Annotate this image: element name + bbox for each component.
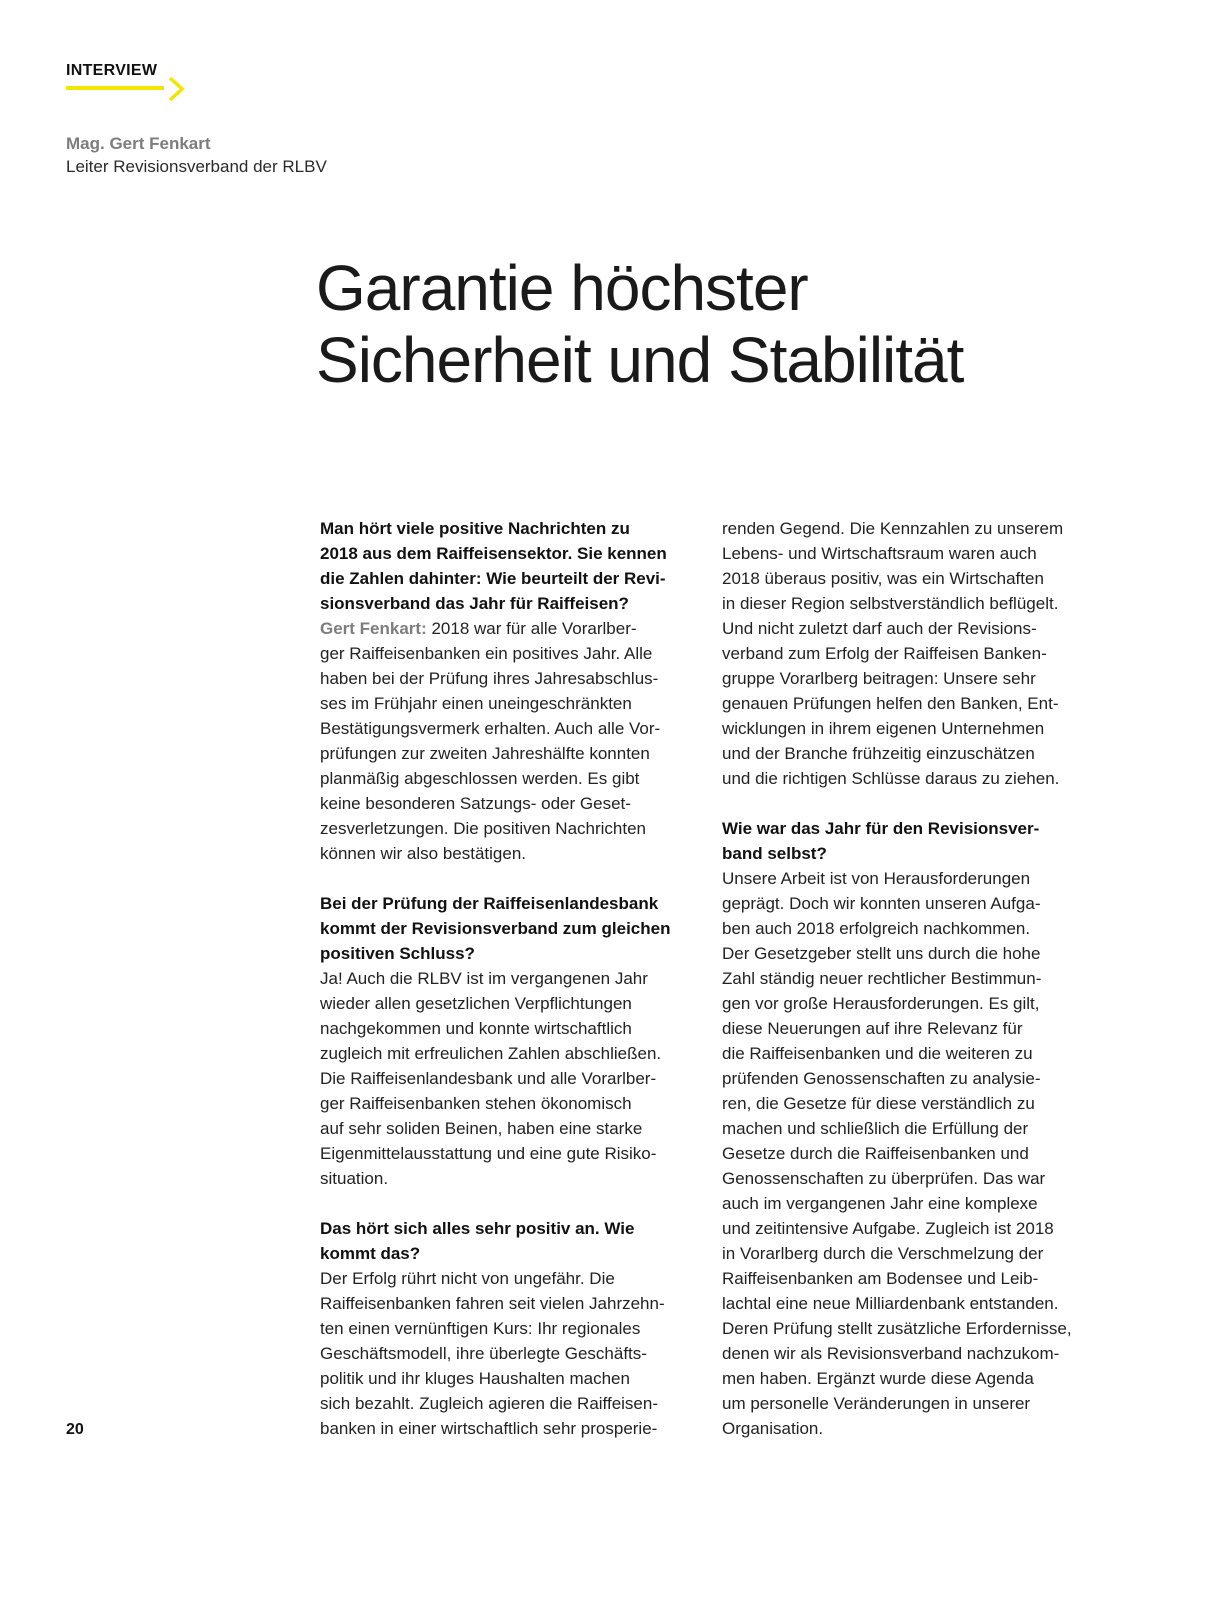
- text-line: wieder allen gesetzlichen Verpflichtungen: [320, 994, 632, 1013]
- text-line: Und nicht zuletzt darf auch der Revisions-: [722, 619, 1037, 638]
- text-line: Das hört sich alles sehr positiv an. Wie: [320, 1219, 635, 1238]
- text-line: zesverletzungen. Die positiven Nachrichten: [320, 819, 647, 838]
- section-underline: [66, 86, 164, 90]
- text-line: ger Raiffeisenbanken ein positives Jahr. Alle: [320, 644, 653, 663]
- text-line: [320, 616, 695, 641]
- speaker-name: Gert Fenkart:: [320, 619, 427, 638]
- question: [320, 1216, 695, 1266]
- text-line: auch im vergangenen Jahr eine komplexe: [722, 1194, 1038, 1213]
- answer: [320, 966, 695, 1191]
- page-number: 20: [66, 1421, 84, 1438]
- text-line: renden Gegend. Die Kennzahlen zu unserem: [722, 519, 1064, 538]
- right-column: [722, 516, 1097, 1441]
- question: [320, 891, 695, 966]
- text-line: nachgekommen und konnte wirtschaftlich: [320, 1019, 632, 1038]
- page-title: [316, 252, 1076, 396]
- text-line: gruppe Vorarlberg beitragen: Unsere sehr: [722, 669, 1036, 688]
- text-line: können wir also bestätigen.: [320, 844, 527, 863]
- text-line: wicklungen in ihrem eigenen Unternehmen: [722, 719, 1045, 738]
- text-line: gen vor große Herausforderungen. Es gilt,: [722, 994, 1040, 1013]
- text-line: prüfungen zur zweiten Jahreshälfte konnten: [320, 744, 650, 763]
- text-line: die Raiffeisenbanken und die weiteren zu: [722, 1044, 1033, 1063]
- left-column: [320, 516, 695, 1441]
- text-line: sionsverband das Jahr für Raiffeisen?: [320, 594, 629, 613]
- text-line: 2018 überaus positiv, was ein Wirtschaften: [722, 569, 1044, 588]
- text-line: und zeitintensive Aufgabe. Zugleich ist 2018: [722, 1219, 1054, 1238]
- text-line: planmäßig abgeschlossen werden. Es gibt: [320, 769, 640, 788]
- title-line: Sicherheit und Stabilität: [316, 324, 964, 396]
- text-line: Lebens- und Wirtschaftsraum waren auch: [722, 544, 1037, 563]
- text-line: in dieser Region selbstverständlich beflügelt.: [722, 594, 1059, 613]
- text-line: Eigenmittelausstattung und eine gute Risiko-: [320, 1144, 657, 1163]
- text-line: Geschäftsmodell, ihre überlegte Geschäfts-: [320, 1344, 647, 1363]
- text-line: verband zum Erfolg der Raiffeisen Banken-: [722, 644, 1047, 663]
- text-line: in Vorarlberg durch die Verschmelzung der: [722, 1244, 1044, 1263]
- text-line: positiven Schluss?: [320, 944, 475, 963]
- text-line: kommt das?: [320, 1244, 421, 1263]
- text-line: 2018 aus dem Raiffeisensektor. Sie kennen: [320, 544, 667, 563]
- text-line: zugleich mit erfreulichen Zahlen abschließen.: [320, 1044, 662, 1063]
- text-line: Bestätigungsvermerk erhalten. Auch alle Vor-: [320, 719, 661, 738]
- text-line: Deren Prüfung stellt zusätzliche Erfordernisse,: [722, 1319, 1072, 1338]
- person-name: Mag. Gert Fenkart: [66, 134, 211, 153]
- text-line: Raiffeisenbanken fahren seit vielen Jahrzehn-: [320, 1294, 665, 1313]
- text-line: ses im Frühjahr einen uneingeschränkten: [320, 694, 632, 713]
- text-line: Wie war das Jahr für den Revisionsver-: [722, 819, 1040, 838]
- arrow-right-icon: [160, 75, 192, 103]
- text-line: und die richtigen Schlüsse daraus zu ziehen.: [722, 769, 1060, 788]
- text-line: band selbst?: [722, 844, 827, 863]
- text-line: und der Branche frühzeitig einzuschätzen: [722, 744, 1035, 763]
- text-line: Ja! Auch die RLBV ist im vergangenen Jahr: [320, 969, 648, 988]
- question: [320, 516, 695, 616]
- text-line: Man hört viele positive Nachrichten zu: [320, 519, 630, 538]
- text-line: Raiffeisenbanken am Bodensee und Leib-: [722, 1269, 1039, 1288]
- answer: [320, 1266, 695, 1441]
- text-line: sich bezahlt. Zugleich agieren die Raiffeisen-: [320, 1394, 658, 1413]
- text-line: ger Raiffeisenbanken stehen ökonomisch: [320, 1094, 632, 1113]
- text-line: Die Raiffeisenlandesbank und alle Vorarlber-: [320, 1069, 657, 1088]
- text-line: Der Erfolg rührt nicht von ungefähr. Die: [320, 1269, 615, 1288]
- answer: [722, 516, 1097, 791]
- text-line: diese Neuerungen auf ihre Relevanz für: [722, 1019, 1023, 1038]
- text-line: ben auch 2018 erfolgreich nachkommen.: [722, 919, 1031, 938]
- text-fragment: 2018 war für alle Vorarlber-: [426, 619, 637, 638]
- text-line: Genossenschaften zu überprüfen. Das war: [722, 1169, 1046, 1188]
- text-line: denen wir als Revisionsverband nachzukom-: [722, 1344, 1060, 1363]
- title-line: Garantie höchster: [316, 252, 808, 324]
- text-line: die Zahlen dahinter: Wie beurteilt der Revi-: [320, 569, 666, 588]
- text-line: situation.: [320, 1169, 389, 1188]
- text-line: keine besonderen Satzungs- oder Geset-: [320, 794, 631, 813]
- text-line: Organisation.: [722, 1419, 824, 1438]
- text-line: banken in einer wirtschaftlich sehr prosperie-: [320, 1419, 658, 1438]
- text-line: prüfenden Genossenschaften zu analysie-: [722, 1069, 1041, 1088]
- text-line: Bei der Prüfung der Raiffeisenlandesbank: [320, 894, 659, 913]
- text-line: machen und schließlich die Erfüllung der: [722, 1119, 1029, 1138]
- text-line: auf sehr soliden Beinen, haben eine starke: [320, 1119, 643, 1138]
- answer: [320, 616, 695, 866]
- text-line: haben bei der Prüfung ihres Jahresabschlus-: [320, 669, 659, 688]
- text-line: men haben. Ergänzt wurde diese Agenda: [722, 1369, 1034, 1388]
- text-line: Gesetze durch die Raiffeisenbanken und: [722, 1144, 1029, 1163]
- text-line: kommt der Revisionsverband zum gleichen: [320, 919, 671, 938]
- text-line: ten einen vernünftigen Kurs: Ihr regionales: [320, 1319, 641, 1338]
- person-role: Leiter Revisionsverband der RLBV: [66, 157, 327, 176]
- text-line: Zahl ständig neuer rechtlicher Bestimmun-: [722, 969, 1042, 988]
- text-line: genauen Prüfungen helfen den Banken, Ent-: [722, 694, 1059, 713]
- text-line: Unsere Arbeit ist von Herausforderungen: [722, 869, 1031, 888]
- text-line: ren, die Gesetze für diese verständlich zu: [722, 1094, 1035, 1113]
- text-line: lachtal eine neue Milliardenbank entstanden.: [722, 1294, 1059, 1313]
- text-line: Der Gesetzgeber stellt uns durch die hohe: [722, 944, 1041, 963]
- text-line: politik und ihr kluges Haushalten machen: [320, 1369, 630, 1388]
- question: [722, 816, 1097, 866]
- text-line: geprägt. Doch wir konnten unseren Aufga-: [722, 894, 1041, 913]
- text-line: um personelle Veränderungen in unserer: [722, 1394, 1031, 1413]
- section-label: INTERVIEW: [66, 62, 158, 79]
- answer: [722, 866, 1097, 1441]
